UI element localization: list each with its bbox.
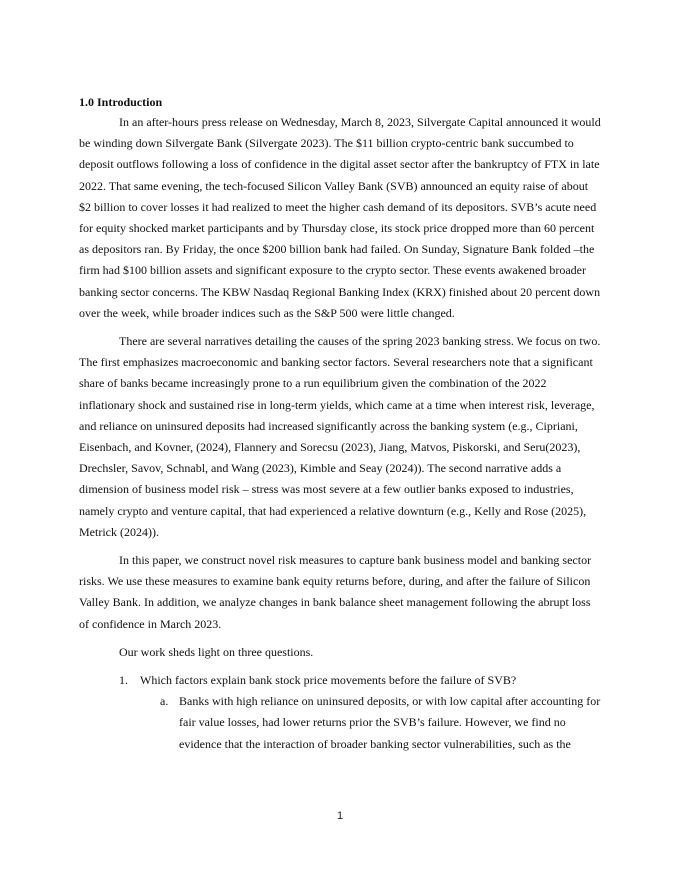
list-marker: 1. <box>119 673 128 688</box>
list-item-1 <box>79 670 601 691</box>
list-item-1a <box>79 691 601 755</box>
question-list <box>79 670 601 755</box>
page-number: 1 <box>336 810 344 822</box>
paragraph-contribution: In this paper, we construct novel risk measures to capture bank business model and banking sector risks. We use these measures to examine bank equity returns before, during, and after the failure of Silicon Valley Bank. In addition, we analyze changes in bank balance sheet management following the abrupt loss of confidence in March 2023. <box>79 553 592 631</box>
paragraph-narratives: There are several narratives detailing the causes of the spring 2023 banking stress. We focus on two. The first emphasizes macroeconomic and banking sector factors. Several researchers note that a significant share of banks became increasingly prone to a run equilibrium given the combination of the 2022 inflationary shock and sustained rise in long-term yields, which came at a time when interest risk, leverage, and reliance on uninsured deposits had increased significantly across the banking system (e.g., Cipriani, Eisenbach, and Kovner, (2024), Flannery and Sorecsu (2023), Jiang, Matvos, Piskorski, and Seru(2023), Drechsler, Savov, Schnabl, and Wang (2023), Kimble and Seay (2024)). The second narrative adds a dimension of business model risk – stress was most severe at a few outlier banks exposed to industries, namely crypto and venture capital, that had experienced a relative downturn (e.g., Kelly and Rose (2025), Metrick (2024)). <box>79 334 601 539</box>
page-content <box>79 94 601 755</box>
section-heading: 1.0 Introduction <box>79 95 163 109</box>
paragraph-intro: In an after-hours press release on Wednesday, March 8, 2023, Silvergate Capital announced it would be winding down Silvergate Bank (Silvergate 2023). The $11 billion crypto-centric bank succumbed to deposit outflows following a loss of confidence in the digital asset sector after the bankruptcy of FTX in late 2022. That same evening, the tech-focused Silicon Valley Bank (SVB) announced an equity raise of about $2 billion to cover losses it had realized to meet the higher cash demand of its depositors. SVB’s acute need for equity shocked market participants and by Thursday close, its stock price dropped more than 60 percent as depositors ran. By Friday, the once $200 billion bank had failed. On Sunday, Signature Bank folded –the firm had $100 billion assets and significant exposure to the crypto sector. These events awakened broader banking sector concerns. The KBW Nasdaq Regional Banking Index (KRX) finished about 20 percent down over the week, while broader indices such as the S&P 500 were little changed. <box>79 115 601 320</box>
list-marker: a. <box>160 694 169 709</box>
list-item-text: Banks with high reliance on uninsured deposits, or with low capital after accounting for fair value losses, had lower returns prior the SVB’s failure. However, we find no evidence that the interaction of broader banking sector vulnerabilities, such as the <box>179 694 601 751</box>
paragraph-questions-lead: Our work sheds light on three questions. <box>119 644 314 659</box>
list-item-text: Which factors explain bank stock price movements before the failure of SVB? <box>140 673 517 688</box>
